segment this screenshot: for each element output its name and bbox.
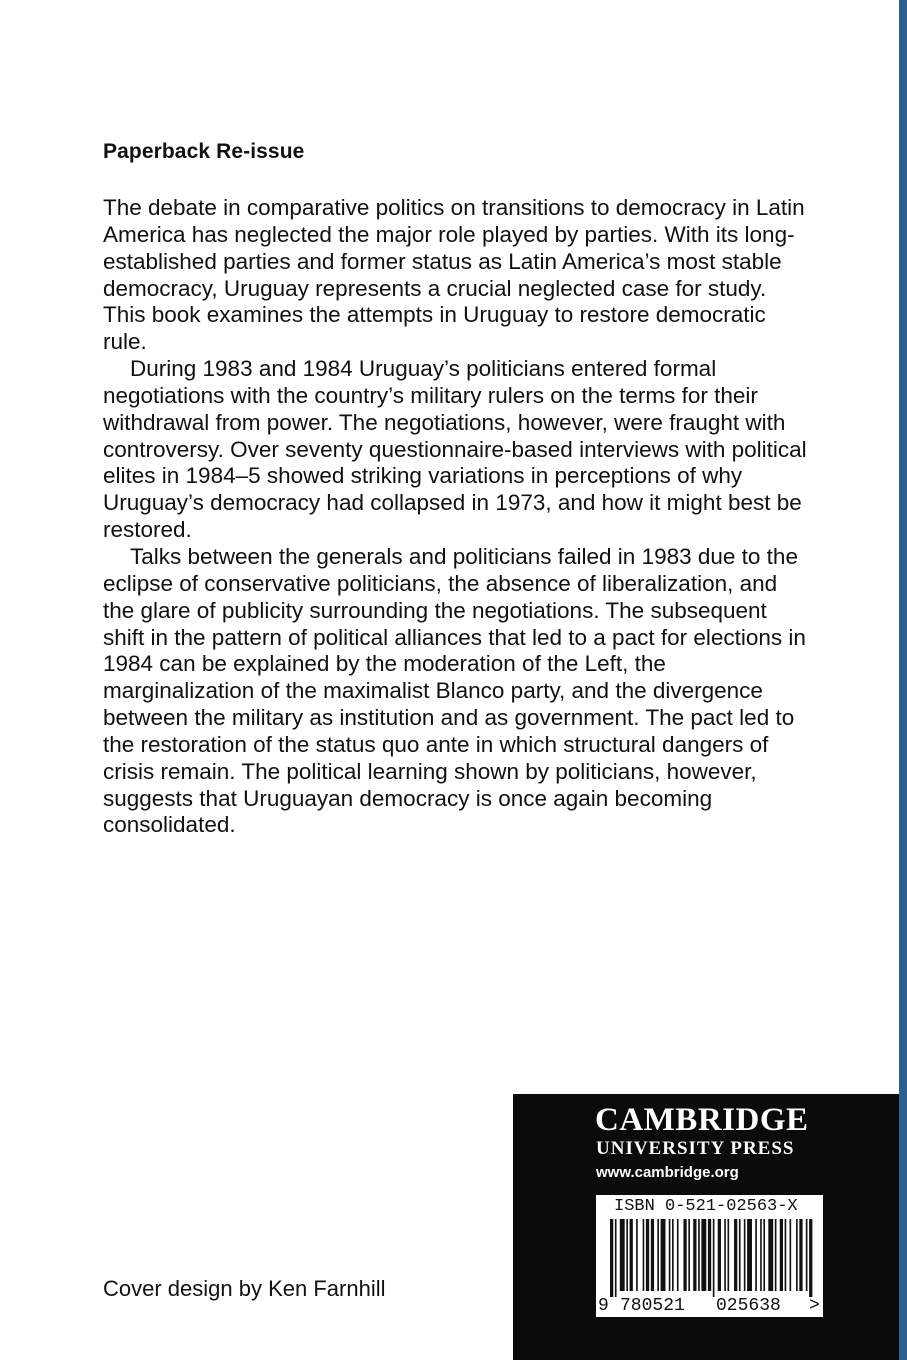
publisher-imprint-block	[513, 1094, 899, 1360]
barcode-bar	[809, 1219, 812, 1297]
barcode-bar	[755, 1219, 757, 1291]
barcode-bar	[643, 1219, 645, 1291]
barcode-bar	[785, 1219, 787, 1291]
barcode-bar	[646, 1219, 649, 1291]
barcode-bar	[669, 1219, 671, 1291]
barcode-bar	[626, 1219, 628, 1291]
barcode-bar	[657, 1219, 659, 1291]
description-paragraph: Talks between the generals and politicians failed in 1983 due to the eclipse of conservative politicians, the absence of liberalization, and the glare of publicity surrounding the negotiations. The subsequent shift in the pattern of political alliances that led to a pact for elections in 1984 can be explained by the moderation of the Left, the marginalization of the maximalist Blanco party, and the divergence between the military as institution and as government. The pact led to the restoration of the status quo ante in which structural dangers of crisis remain. The political learning shown by politicians, however, suggests that Uruguayan democracy is once again becoming consolidated.	[103, 543, 806, 838]
reissue-heading: Paperback Re-issue	[103, 140, 305, 163]
barcode-bar	[739, 1219, 741, 1291]
barcode-bar	[728, 1219, 730, 1291]
cover-edge-stripe	[899, 0, 907, 1360]
isbn-barcode-panel	[596, 1195, 823, 1317]
barcode-right-digits: 025638	[716, 1296, 781, 1316]
barcode-bar	[672, 1219, 674, 1291]
barcode-bar	[775, 1219, 777, 1291]
barcode-lead-digit: 9	[598, 1296, 609, 1316]
barcode-image	[610, 1219, 814, 1297]
barcode-bar	[744, 1219, 746, 1291]
barcode-bar	[734, 1219, 737, 1291]
barcode-quiet-mark: >	[809, 1296, 820, 1316]
cover-design-credit: Cover design by Ken Farnhill	[103, 1276, 386, 1301]
barcode-bar	[780, 1219, 783, 1291]
barcode-bar	[768, 1219, 773, 1291]
barcode-bar	[701, 1219, 706, 1291]
publisher-logo-subtitle: UNIVERSITY PRESS	[596, 1138, 795, 1159]
publisher-logo-name: CAMBRIDGE	[595, 1102, 809, 1138]
barcode-bar	[651, 1219, 654, 1291]
barcode-bar	[806, 1219, 808, 1291]
barcode-bar	[615, 1219, 617, 1297]
description-paragraph: The debate in comparative politics on transitions to democracy in Latin America has neglected the major role played by parties. With its long-established parties and former status as Latin America’s most stable democracy, Uruguay represents a crucial neglected case for study. This book examines the attempts in Uruguay to restore democratic rule.	[103, 195, 805, 355]
barcode-bar	[708, 1219, 711, 1291]
barcode-bar	[799, 1219, 802, 1291]
barcode-bar	[677, 1219, 679, 1291]
barcode-bar	[718, 1219, 721, 1291]
barcode-bar	[790, 1219, 792, 1291]
barcode-bar	[693, 1219, 696, 1291]
isbn-label: ISBN 0-521-02563-X	[614, 1197, 798, 1216]
barcode-bar	[620, 1219, 625, 1291]
barcode-bar	[713, 1219, 715, 1297]
description-paragraph: During 1983 and 1984 Uruguay’s politicians entered formal negotiations with the country’s military rulers on the terms for their withdrawal from power. The negotiations, however, were fraught with controversy. Over seventy questionnaire-based interviews with political elites in 1984–5 showed striking variations in perceptions of why Uruguay’s democracy had collapsed in 1973, and how it might best be restored.	[103, 356, 807, 543]
book-description	[103, 195, 813, 839]
barcode-bar	[610, 1219, 613, 1297]
barcode-left-digits: 780521	[620, 1296, 685, 1316]
barcode-bar	[763, 1219, 765, 1291]
barcode-bar	[724, 1219, 726, 1291]
publisher-website: www.cambridge.org	[596, 1164, 739, 1181]
barcode-bar	[636, 1219, 638, 1291]
barcode-bar	[760, 1219, 762, 1291]
barcode-bar	[630, 1219, 633, 1291]
barcode-bar	[688, 1219, 690, 1291]
barcode-bar	[796, 1219, 798, 1291]
barcode-bar	[747, 1219, 752, 1291]
barcode-bar	[698, 1219, 700, 1291]
barcode-bar	[683, 1219, 686, 1291]
barcode-bar	[661, 1219, 666, 1291]
